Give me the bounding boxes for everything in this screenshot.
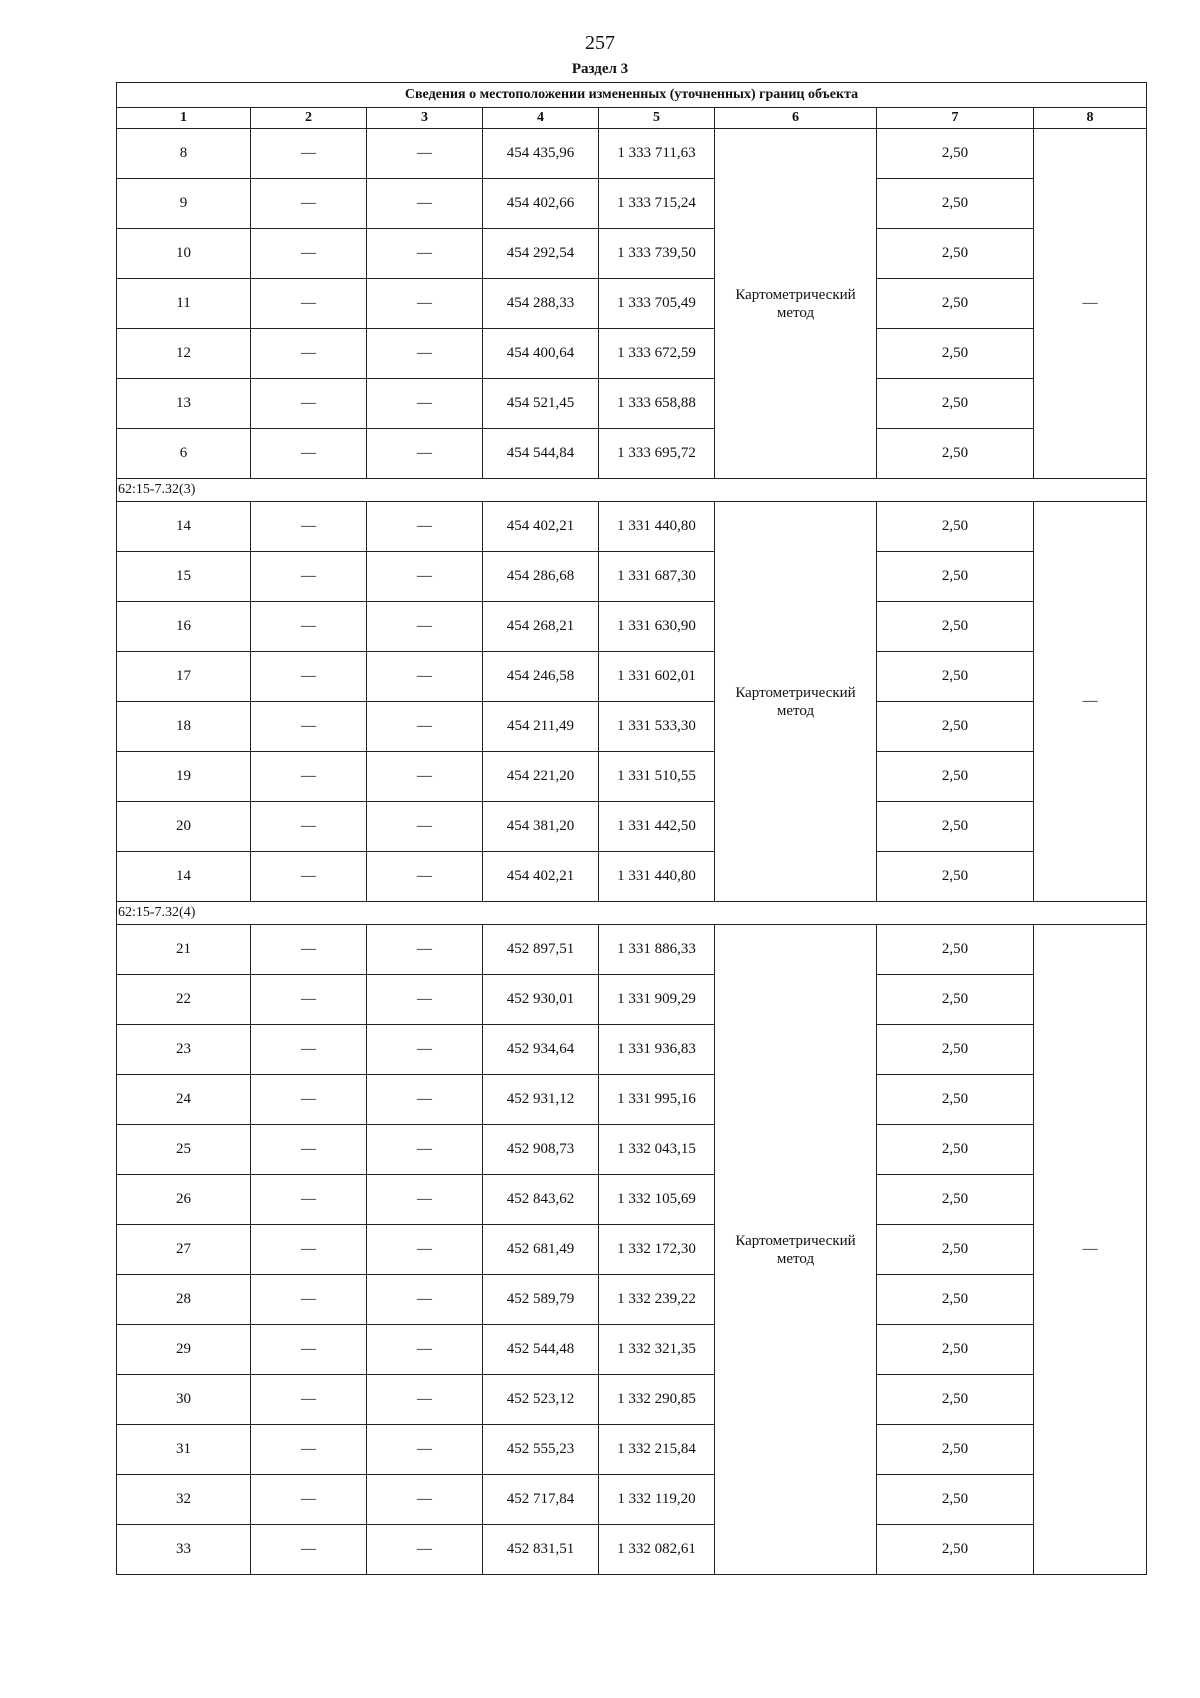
- col3-cell: —: [367, 1525, 483, 1575]
- point-number-cell: 22: [117, 975, 251, 1025]
- table-row: [117, 1125, 1147, 1175]
- accuracy-cell: 2,50: [877, 1425, 1034, 1475]
- table-row: [117, 1325, 1147, 1375]
- accuracy-cell: 2,50: [877, 802, 1034, 852]
- coord-x-cell: 454 544,84: [483, 429, 599, 479]
- col3-cell: —: [367, 752, 483, 802]
- coordinates-table: [116, 82, 1147, 1575]
- column-number-6: 6: [715, 108, 877, 129]
- point-number-cell: 16: [117, 602, 251, 652]
- point-number-cell: 26: [117, 1175, 251, 1225]
- col3-cell: —: [367, 602, 483, 652]
- point-number-cell: 30: [117, 1375, 251, 1425]
- col8-cell: —: [1034, 502, 1147, 902]
- method-cell: Картометрический метод: [715, 129, 877, 479]
- table-row: [117, 129, 1147, 179]
- table-row: [117, 1025, 1147, 1075]
- col2-cell: —: [251, 1025, 367, 1075]
- accuracy-cell: 2,50: [877, 1525, 1034, 1575]
- coord-x-cell: 452 544,48: [483, 1325, 599, 1375]
- coord-y-cell: 1 332 105,69: [599, 1175, 715, 1225]
- column-number-8: 8: [1034, 108, 1147, 129]
- col2-cell: —: [251, 179, 367, 229]
- table-row: [117, 1525, 1147, 1575]
- table-row: [117, 975, 1147, 1025]
- accuracy-cell: 2,50: [877, 1225, 1034, 1275]
- col3-cell: —: [367, 179, 483, 229]
- coord-y-cell: 1 331 936,83: [599, 1025, 715, 1075]
- coord-y-cell: 1 333 658,88: [599, 379, 715, 429]
- col2-cell: —: [251, 702, 367, 752]
- coord-x-cell: 454 221,20: [483, 752, 599, 802]
- point-number-cell: 17: [117, 652, 251, 702]
- column-number-7: 7: [877, 108, 1034, 129]
- col3-cell: —: [367, 379, 483, 429]
- point-number-cell: 32: [117, 1475, 251, 1525]
- coord-y-cell: 1 332 321,35: [599, 1325, 715, 1375]
- accuracy-cell: 2,50: [877, 652, 1034, 702]
- point-number-cell: 21: [117, 925, 251, 975]
- col2-cell: —: [251, 502, 367, 552]
- col3-cell: —: [367, 429, 483, 479]
- table-row: [117, 802, 1147, 852]
- point-number-cell: 19: [117, 752, 251, 802]
- col2-cell: —: [251, 1425, 367, 1475]
- col2-cell: —: [251, 1275, 367, 1325]
- accuracy-cell: 2,50: [877, 179, 1034, 229]
- col3-cell: —: [367, 1075, 483, 1125]
- point-number-cell: 13: [117, 379, 251, 429]
- point-number-cell: 24: [117, 1075, 251, 1125]
- coord-x-cell: 454 246,58: [483, 652, 599, 702]
- col2-cell: —: [251, 1325, 367, 1375]
- coord-x-cell: 454 292,54: [483, 229, 599, 279]
- coord-x-cell: 452 930,01: [483, 975, 599, 1025]
- coord-y-cell: 1 332 119,20: [599, 1475, 715, 1525]
- col3-cell: —: [367, 1175, 483, 1225]
- point-number-cell: 15: [117, 552, 251, 602]
- col3-cell: —: [367, 975, 483, 1025]
- accuracy-cell: 2,50: [877, 279, 1034, 329]
- col2-cell: —: [251, 329, 367, 379]
- accuracy-cell: 2,50: [877, 752, 1034, 802]
- point-number-cell: 10: [117, 229, 251, 279]
- col2-cell: —: [251, 279, 367, 329]
- coord-x-cell: 454 288,33: [483, 279, 599, 329]
- coord-x-cell: 454 268,21: [483, 602, 599, 652]
- col2-cell: —: [251, 652, 367, 702]
- method-cell: Картометрический метод: [715, 925, 877, 1575]
- coord-x-cell: 452 931,12: [483, 1075, 599, 1125]
- coord-y-cell: 1 332 290,85: [599, 1375, 715, 1425]
- table-row: [117, 1275, 1147, 1325]
- coord-x-cell: 454 402,21: [483, 852, 599, 902]
- coord-x-cell: 452 681,49: [483, 1225, 599, 1275]
- col3-cell: —: [367, 229, 483, 279]
- coord-x-cell: 452 897,51: [483, 925, 599, 975]
- col2-cell: —: [251, 1475, 367, 1525]
- coord-x-cell: 454 211,49: [483, 702, 599, 752]
- accuracy-cell: 2,50: [877, 1025, 1034, 1075]
- point-number-cell: 33: [117, 1525, 251, 1575]
- column-number-row: [117, 108, 1147, 129]
- col3-cell: —: [367, 702, 483, 752]
- point-number-cell: 14: [117, 852, 251, 902]
- table-row: [117, 752, 1147, 802]
- col2-cell: —: [251, 429, 367, 479]
- col2-cell: —: [251, 1125, 367, 1175]
- column-number-1: 1: [117, 108, 251, 129]
- accuracy-cell: 2,50: [877, 852, 1034, 902]
- col2-cell: —: [251, 602, 367, 652]
- coord-y-cell: 1 331 886,33: [599, 925, 715, 975]
- table-row: [117, 602, 1147, 652]
- coord-y-cell: 1 331 442,50: [599, 802, 715, 852]
- coord-y-cell: 1 332 043,15: [599, 1125, 715, 1175]
- coord-y-cell: 1 331 687,30: [599, 552, 715, 602]
- group-label: 62:15-7.32(3): [117, 479, 1147, 502]
- column-number-3: 3: [367, 108, 483, 129]
- table-title-row: [117, 83, 1147, 108]
- point-number-cell: 9: [117, 179, 251, 229]
- col3-cell: —: [367, 652, 483, 702]
- col2-cell: —: [251, 552, 367, 602]
- coord-y-cell: 1 333 695,72: [599, 429, 715, 479]
- col3-cell: —: [367, 552, 483, 602]
- col3-cell: —: [367, 802, 483, 852]
- table-row: [117, 1225, 1147, 1275]
- col3-cell: —: [367, 1125, 483, 1175]
- column-number-5: 5: [599, 108, 715, 129]
- group-header-row: [117, 902, 1147, 925]
- method-cell: Картометрический метод: [715, 502, 877, 902]
- table-row: [117, 1475, 1147, 1525]
- point-number-cell: 8: [117, 129, 251, 179]
- col2-cell: —: [251, 802, 367, 852]
- coord-y-cell: 1 333 672,59: [599, 329, 715, 379]
- coord-y-cell: 1 332 215,84: [599, 1425, 715, 1475]
- accuracy-cell: 2,50: [877, 552, 1034, 602]
- coord-y-cell: 1 331 533,30: [599, 702, 715, 752]
- table-row: [117, 652, 1147, 702]
- table-row: [117, 702, 1147, 752]
- coord-x-cell: 454 400,64: [483, 329, 599, 379]
- col3-cell: —: [367, 1375, 483, 1425]
- col2-cell: —: [251, 1225, 367, 1275]
- coord-y-cell: 1 331 440,80: [599, 852, 715, 902]
- col3-cell: —: [367, 1025, 483, 1075]
- point-number-cell: 31: [117, 1425, 251, 1475]
- point-number-cell: 27: [117, 1225, 251, 1275]
- coord-y-cell: 1 332 239,22: [599, 1275, 715, 1325]
- table-row: [117, 1375, 1147, 1425]
- col2-cell: —: [251, 925, 367, 975]
- accuracy-cell: 2,50: [877, 925, 1034, 975]
- table-row: [117, 552, 1147, 602]
- accuracy-cell: 2,50: [877, 379, 1034, 429]
- col3-cell: —: [367, 502, 483, 552]
- point-number-cell: 6: [117, 429, 251, 479]
- point-number-cell: 11: [117, 279, 251, 329]
- accuracy-cell: 2,50: [877, 129, 1034, 179]
- col3-cell: —: [367, 1225, 483, 1275]
- table-row: [117, 429, 1147, 479]
- accuracy-cell: 2,50: [877, 1275, 1034, 1325]
- col2-cell: —: [251, 1375, 367, 1425]
- table-row: [117, 329, 1147, 379]
- accuracy-cell: 2,50: [877, 1325, 1034, 1375]
- table-row: [117, 1175, 1147, 1225]
- column-number-4: 4: [483, 108, 599, 129]
- coord-x-cell: 452 523,12: [483, 1375, 599, 1425]
- col8-cell: —: [1034, 925, 1147, 1575]
- accuracy-cell: 2,50: [877, 229, 1034, 279]
- coord-x-cell: 454 402,21: [483, 502, 599, 552]
- point-number-cell: 14: [117, 502, 251, 552]
- coord-y-cell: 1 333 705,49: [599, 279, 715, 329]
- coord-x-cell: 452 934,64: [483, 1025, 599, 1075]
- point-number-cell: 12: [117, 329, 251, 379]
- point-number-cell: 20: [117, 802, 251, 852]
- col3-cell: —: [367, 129, 483, 179]
- col3-cell: —: [367, 1475, 483, 1525]
- accuracy-cell: 2,50: [877, 329, 1034, 379]
- coord-x-cell: 452 717,84: [483, 1475, 599, 1525]
- table-row: [117, 229, 1147, 279]
- accuracy-cell: 2,50: [877, 1175, 1034, 1225]
- coord-y-cell: 1 332 082,61: [599, 1525, 715, 1575]
- col2-cell: —: [251, 379, 367, 429]
- coord-x-cell: 454 435,96: [483, 129, 599, 179]
- point-number-cell: 28: [117, 1275, 251, 1325]
- coord-x-cell: 452 589,79: [483, 1275, 599, 1325]
- coord-x-cell: 452 908,73: [483, 1125, 599, 1175]
- col3-cell: —: [367, 1325, 483, 1375]
- accuracy-cell: 2,50: [877, 975, 1034, 1025]
- coord-x-cell: 454 402,66: [483, 179, 599, 229]
- point-number-cell: 25: [117, 1125, 251, 1175]
- col2-cell: —: [251, 1075, 367, 1125]
- accuracy-cell: 2,50: [877, 602, 1034, 652]
- col2-cell: —: [251, 129, 367, 179]
- point-number-cell: 18: [117, 702, 251, 752]
- coord-y-cell: 1 331 440,80: [599, 502, 715, 552]
- col2-cell: —: [251, 852, 367, 902]
- coord-y-cell: 1 331 602,01: [599, 652, 715, 702]
- coord-y-cell: 1 331 995,16: [599, 1075, 715, 1125]
- group-label: 62:15-7.32(4): [117, 902, 1147, 925]
- accuracy-cell: 2,50: [877, 1475, 1034, 1525]
- group-header-row: [117, 479, 1147, 502]
- coord-y-cell: 1 332 172,30: [599, 1225, 715, 1275]
- coord-y-cell: 1 331 630,90: [599, 602, 715, 652]
- point-number-cell: 29: [117, 1325, 251, 1375]
- coord-x-cell: 454 381,20: [483, 802, 599, 852]
- accuracy-cell: 2,50: [877, 502, 1034, 552]
- col3-cell: —: [367, 279, 483, 329]
- table-row: [117, 925, 1147, 975]
- section-title: Раздел 3: [571, 61, 629, 77]
- col2-cell: —: [251, 1175, 367, 1225]
- table-row: [117, 379, 1147, 429]
- col3-cell: —: [367, 329, 483, 379]
- table-row: [117, 279, 1147, 329]
- accuracy-cell: 2,50: [877, 1125, 1034, 1175]
- column-number-2: 2: [251, 108, 367, 129]
- col3-cell: —: [367, 852, 483, 902]
- table-row: [117, 502, 1147, 552]
- col3-cell: —: [367, 1275, 483, 1325]
- coord-y-cell: 1 331 510,55: [599, 752, 715, 802]
- table-row: [117, 1075, 1147, 1125]
- col3-cell: —: [367, 1425, 483, 1475]
- col8-cell: —: [1034, 129, 1147, 479]
- coord-y-cell: 1 331 909,29: [599, 975, 715, 1025]
- coord-x-cell: 452 831,51: [483, 1525, 599, 1575]
- col2-cell: —: [251, 229, 367, 279]
- accuracy-cell: 2,50: [877, 702, 1034, 752]
- table-row: [117, 852, 1147, 902]
- table-title: Сведения о местоположении измененных (уточненных) границ объекта: [117, 83, 1147, 108]
- col3-cell: —: [367, 925, 483, 975]
- accuracy-cell: 2,50: [877, 1075, 1034, 1125]
- coord-y-cell: 1 333 739,50: [599, 229, 715, 279]
- table-row: [117, 179, 1147, 229]
- accuracy-cell: 2,50: [877, 1375, 1034, 1425]
- accuracy-cell: 2,50: [877, 429, 1034, 479]
- coord-x-cell: 452 843,62: [483, 1175, 599, 1225]
- col2-cell: —: [251, 1525, 367, 1575]
- coord-y-cell: 1 333 715,24: [599, 179, 715, 229]
- page-number: 257: [585, 32, 615, 54]
- coord-x-cell: 452 555,23: [483, 1425, 599, 1475]
- point-number-cell: 23: [117, 1025, 251, 1075]
- coord-x-cell: 454 286,68: [483, 552, 599, 602]
- col2-cell: —: [251, 752, 367, 802]
- col2-cell: —: [251, 975, 367, 1025]
- coord-y-cell: 1 333 711,63: [599, 129, 715, 179]
- table-row: [117, 1425, 1147, 1475]
- coord-x-cell: 454 521,45: [483, 379, 599, 429]
